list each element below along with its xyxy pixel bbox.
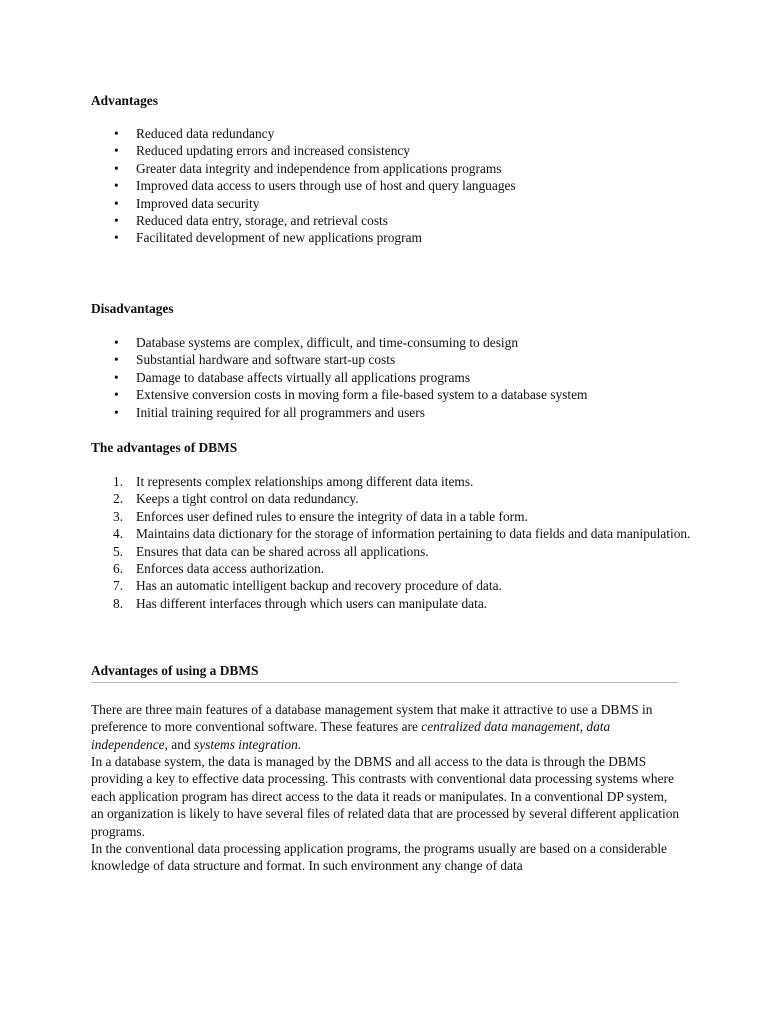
list-item: 1. It represents complex relationships among different data items.	[113, 474, 474, 489]
list-item: 2. Keeps a tight control on data redundancy.	[113, 491, 359, 507]
list-item: • Damage to database affects virtually all applications programs	[114, 369, 471, 385]
bullet-icon: •	[114, 143, 119, 159]
bullet-icon: •	[114, 352, 119, 368]
bullet-icon: •	[114, 230, 119, 246]
list-item: • Extensive conversion costs in moving form a file-based system to a database system	[114, 387, 588, 403]
list-item: • Improved data access to users through use of host and query languages	[114, 178, 516, 194]
bullet-icon: •	[114, 212, 119, 228]
list-item: • Greater data integrity and independence from applications programs	[114, 160, 502, 176]
advantages-list	[91, 125, 516, 247]
list-item: • Initial training required for all programmers and users	[114, 404, 425, 420]
disadvantages-list	[91, 334, 587, 421]
dbms-advantages-list	[91, 473, 736, 612]
list-item: 8. Has different interfaces through which users can manipulate data.	[113, 595, 488, 611]
paragraph-database-system: In a database system, the data is managed by the DBMS and all access to the data is through the DBMS providing a key to effective data processing. This contrasts with conventional data processing systems where each application program has direct access to the data it reads or manipulates. In a conventional DP system, an organization is likely to have several files of related data that are processed by several different application programs.	[91, 754, 680, 839]
bullet-icon: •	[114, 335, 119, 350]
advantages-heading: Advantages	[91, 93, 158, 108]
bullet-icon: •	[114, 404, 119, 420]
bullet-icon: •	[114, 369, 119, 385]
list-item: • Reduced data redundancy	[114, 126, 275, 141]
dbms-advantages-heading: The advantages of DBMS	[91, 440, 238, 455]
paragraph-conventional-dp: In the conventional data processing application programs, the programs usually are based on a considerable knowledge of data structure and format. In such environment any change of data	[91, 841, 667, 874]
list-item: • Database systems are complex, difficult, and time-consuming to design	[114, 335, 519, 350]
list-item: • Reduced updating errors and increased consistency	[114, 143, 411, 159]
bullet-icon: •	[114, 178, 119, 194]
list-item: 7. Has an automatic intelligent backup and recovery procedure of data.	[113, 578, 502, 594]
list-item: 4. Maintains data dictionary for the storage of information pertaining to data fields and data manipulation.	[113, 526, 691, 542]
bullet-icon: •	[114, 160, 119, 176]
list-item: 5. Ensures that data can be shared across all applications.	[113, 543, 429, 559]
bullet-icon: •	[114, 195, 119, 211]
list-item: 3. Enforces user defined rules to ensure the integrity of data in a table form.	[113, 508, 528, 524]
list-item: • Reduced data entry, storage, and retrieval costs	[114, 212, 388, 228]
bullet-icon: •	[114, 387, 119, 403]
list-item: 6. Enforces data access authorization.	[113, 561, 325, 577]
disadvantages-heading: Disadvantages	[91, 301, 174, 316]
using-dbms-heading: Advantages of using a DBMS	[91, 662, 678, 683]
paragraph-features: There are three main features of a database management system that make it attractive to use a DBMS in preference to more conventional software. These features are centralized data management, data independence, and systems integration.	[91, 702, 653, 752]
bullet-icon: •	[114, 126, 119, 141]
list-item: • Substantial hardware and software start-up costs	[114, 352, 396, 368]
list-item: • Improved data security	[114, 195, 260, 211]
list-item: • Facilitated development of new applications program	[114, 230, 422, 246]
